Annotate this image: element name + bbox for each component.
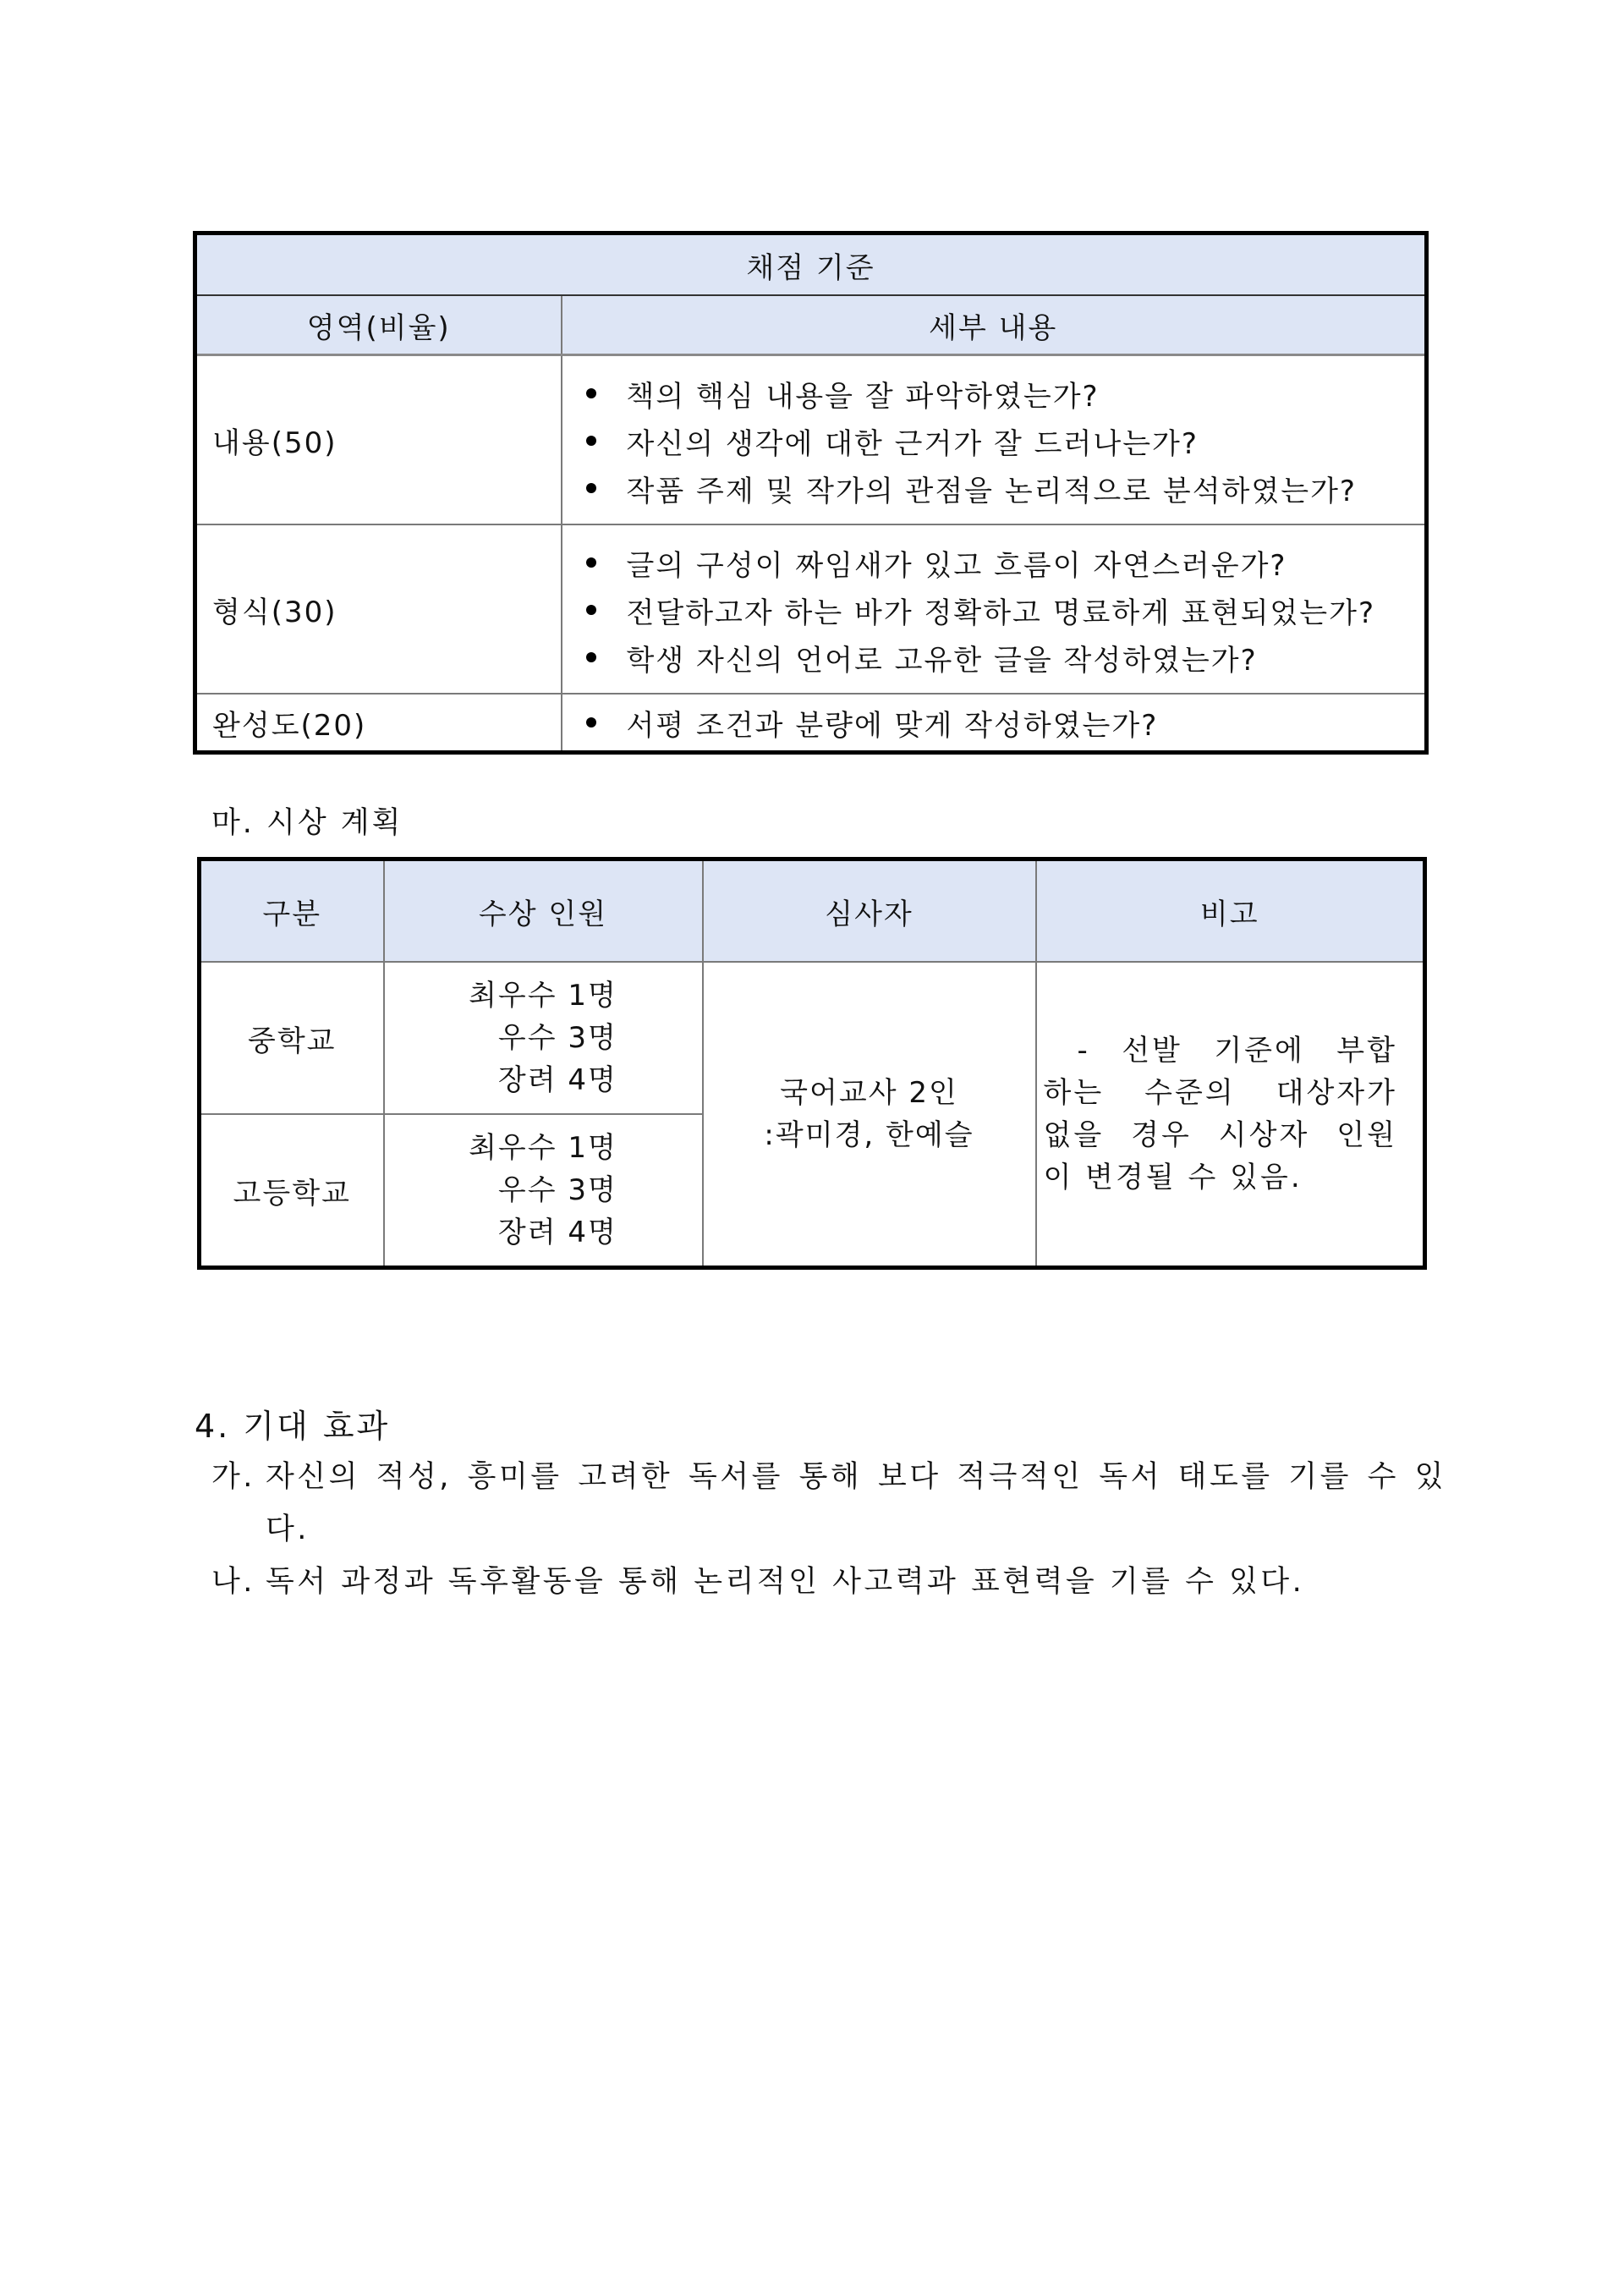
awards-cell [384,1114,703,1268]
award-line: 장려 4명 [497,1216,617,1249]
list-item [574,634,1425,681]
bullet-icon [586,436,596,446]
detail-text: 전달하고자 하는 바가 정확하고 명료하게 표현되었는가? [626,596,1375,630]
column-header-division: 구분 [200,859,384,963]
division-cell: 고등학교 [200,1114,384,1268]
bullet-icon [586,717,596,727]
detail-text: 학생 자신의 언어로 고유한 글을 작성하였는가? [626,643,1258,678]
list-item [574,539,1425,586]
bullet-icon [586,605,596,615]
item-marker: 가. [211,1460,255,1494]
note-line: 없을 경우 시상자 인원 [1043,1118,1397,1152]
detail-text: 서평 조건과 분량에 맞게 작성하였는가? [626,708,1159,743]
note-line: - 선발 기준에 부합 [1077,1034,1397,1068]
bullet-icon [586,483,596,493]
detail-text: 작품 주제 및 작가의 관점을 논리적으로 분석하였는가? [626,474,1357,508]
column-header-note: 비고 [1036,859,1425,963]
note-line: 이 변경될 수 있음. [1043,1161,1303,1194]
judges-cell [703,962,1036,1268]
expected-effects-heading: 4. 기대 효과 [195,1408,391,1445]
award-line: 최우수 1명 [469,979,617,1013]
area-cell: 완성도(20) [195,694,562,753]
list-item [574,699,1425,746]
detail-text: 책의 핵심 내용을 잘 파악하였는가? [626,379,1100,414]
award-line: 우수 3명 [497,1173,617,1207]
award-line: 우수 3명 [497,1021,617,1055]
item-text: 자신의 적성, 흥미를 고려한 독서를 통해 보다 적극적인 독서 태도를 기를 수 있다. [266,1460,1446,1546]
award-line: 최우수 1명 [469,1131,617,1165]
detail-text: 글의 구성이 짜임새가 있고 흐름이 자연스러운가? [626,548,1287,583]
detail-text: 자신의 생각에 대한 근거가 잘 드러나는가? [626,426,1199,461]
awards-cell [384,962,703,1114]
list-item [574,370,1425,417]
list-item [211,1556,1446,1608]
column-header-judges: 심사자 [703,859,1036,963]
column-header-awards: 수상 인원 [384,859,703,963]
note-line: 하는 수준의 대상자가 [1043,1076,1397,1110]
division-cell: 중학교 [200,962,384,1114]
list-item [211,1451,1446,1556]
bullet-icon [586,388,596,398]
details-cell [562,524,1427,694]
table-row [195,694,1427,753]
details-cell [562,355,1427,525]
list-item [574,586,1425,634]
area-cell: 형식(30) [195,524,562,694]
list-item [574,417,1425,464]
note-cell [1036,962,1425,1268]
column-header-details: 세부 내용 [562,295,1427,355]
award-line: 장려 4명 [497,1063,617,1097]
award-plan-heading: 마. 시상 계획 [211,806,403,840]
bullet-icon [586,652,596,662]
table-row [200,962,1425,1114]
table-row [195,524,1427,694]
award-plan-table [197,857,1427,1270]
table-row [195,355,1427,525]
column-header-area: 영역(비율) [195,295,562,355]
judges-line: 국어교사 2인 [780,1076,958,1110]
grading-criteria-title: 채점 기준 [195,233,1427,296]
list-item [574,464,1425,512]
expected-effects-list [211,1451,1446,1608]
details-cell [562,694,1427,753]
judges-line: :곽미경, 한예슬 [764,1118,974,1152]
area-cell: 내용(50) [195,355,562,525]
item-text: 독서 과정과 독후활동을 통해 논리적인 사고력과 표현력을 기를 수 있다. [266,1565,1305,1599]
item-marker: 나. [211,1565,255,1599]
bullet-icon [586,557,596,568]
grading-criteria-table [193,231,1429,755]
